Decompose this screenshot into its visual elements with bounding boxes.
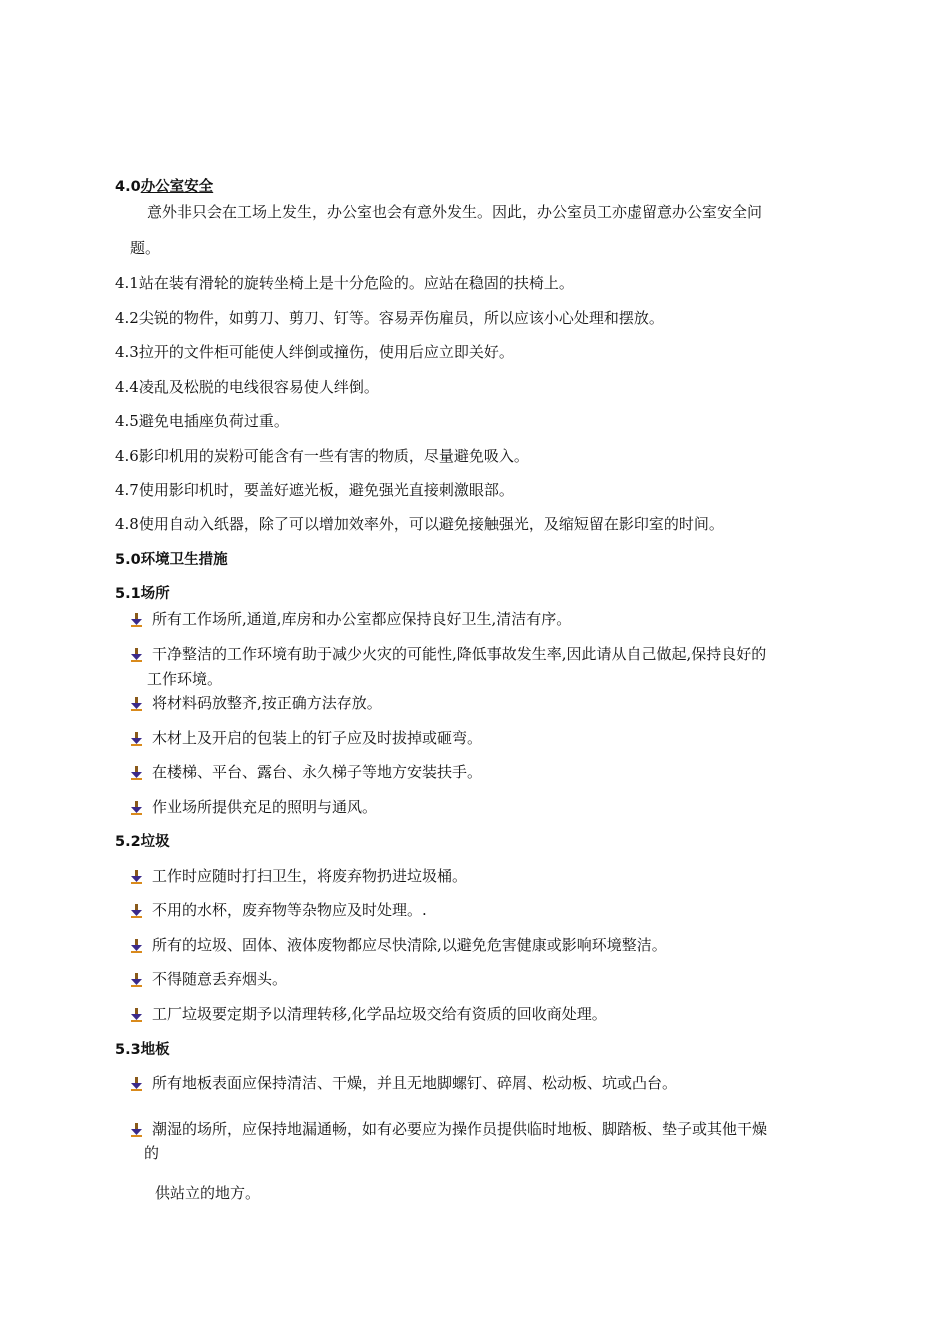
arrow-bullet-icon (130, 1077, 143, 1091)
item-4-1: 4.1站在装有滑轮的旋转坐椅上是十分危险的。应站在稳固的扶椅上。 (115, 274, 574, 292)
arrow-bullet-icon (130, 613, 143, 627)
list-item: 将材料码放整齐,按正确方法存放。 (152, 694, 382, 712)
list-item-continuation: 的 (144, 1144, 160, 1162)
arrow-bullet-icon (130, 697, 143, 711)
list-item: 木材上及开启的包装上的钉子应及时拔掉或砸弯。 (152, 729, 483, 747)
list-item: 工厂垃圾要定期予以清理转移,化学品垃圾交给有资质的回收商处理。 (152, 1005, 607, 1023)
list-item: 作业场所提供充足的照明与通风。 (152, 798, 378, 816)
list-item: 所有工作场所,通道,库房和办公室都应保持良好卫生,清洁有序。 (152, 610, 572, 628)
list-item-continuation: 供站立的地方。 (155, 1184, 261, 1202)
list-item: 潮湿的场所，应保持地漏通畅，如有必要应为操作员提供临时地板、脚踏板、垫子或其他干燥 (152, 1120, 768, 1138)
arrow-bullet-icon (130, 766, 143, 780)
list-item: 所有地板表面应保持清洁、干燥，并且无地脚螺钉、碎屑、松动板、坑或凸台。 (152, 1074, 678, 1092)
item-4-7: 4.7使用影印机时，要盖好遮光板，避免强光直接刺激眼部。 (115, 481, 514, 499)
item-4-5: 4.5避免电插座负荷过重。 (115, 412, 289, 430)
list-item: 不得随意丢弃烟头。 (152, 970, 288, 988)
subsection-heading-5-2: 5.2垃圾 (115, 834, 170, 850)
item-4-2: 4.2尖锐的物件，如剪刀、剪刀、钉等。容易弄伤雇员，所以应该小心处理和摆放。 (115, 309, 664, 327)
section-number: 4.0 (115, 179, 141, 195)
section-heading-4-0 (115, 177, 213, 197)
section-heading-5-0: 5.0环境卫生措施 (115, 552, 228, 568)
list-item: 在楼梯、平台、露台、永久梯子等地方安装扶手。 (152, 763, 483, 781)
item-4-3: 4.3拉开的文件柜可能使人绊倒或撞伤，使用后应立即关好。 (115, 343, 514, 361)
arrow-bullet-icon (130, 1008, 143, 1022)
list-item: 所有的垃圾、固体、液体废物都应尽快清除,以避免危害健康或影响环境整洁。 (152, 936, 667, 954)
arrow-bullet-icon (130, 904, 143, 918)
arrow-bullet-icon (130, 973, 143, 987)
intro-paragraph-line1: 意外非只会在工场上发生，办公室也会有意外发生。因此，办公室员工亦虚留意办公室安全问 (147, 203, 763, 221)
list-item: 干净整洁的工作环境有助于减少火灾的可能性,降低事故发生率,因此请从自己做起,保持良好的 (152, 645, 767, 663)
subsection-heading-5-3: 5.3地板 (115, 1042, 170, 1058)
item-4-6: 4.6影印机用的炭粉可能含有一些有害的物质，尽量避免吸入。 (115, 447, 529, 465)
section-title: 办公室安全 (140, 179, 214, 195)
subsection-heading-5-1: 5.1场所 (115, 586, 170, 602)
arrow-bullet-icon (130, 732, 143, 746)
arrow-bullet-icon (130, 648, 143, 662)
list-item-continuation: 工作环境。 (147, 670, 223, 688)
list-item: 工作时应随时打扫卫生，将废弃物扔进垃圾桶。 (152, 867, 468, 885)
arrow-bullet-icon (130, 1123, 143, 1137)
arrow-bullet-icon (130, 801, 143, 815)
list-item: 不用的水杯，废弃物等杂物应及时处理。. (152, 901, 427, 919)
item-4-8: 4.8使用自动入纸器，除了可以增加效率外，可以避免接触强光，及缩短留在影印室的时间。 (115, 515, 724, 533)
arrow-bullet-icon (130, 939, 143, 953)
intro-paragraph-line2: 题。 (130, 239, 161, 257)
item-4-4: 4.4凌乱及松脱的电线很容易使人绊倒。 (115, 378, 379, 396)
arrow-bullet-icon (130, 870, 143, 884)
